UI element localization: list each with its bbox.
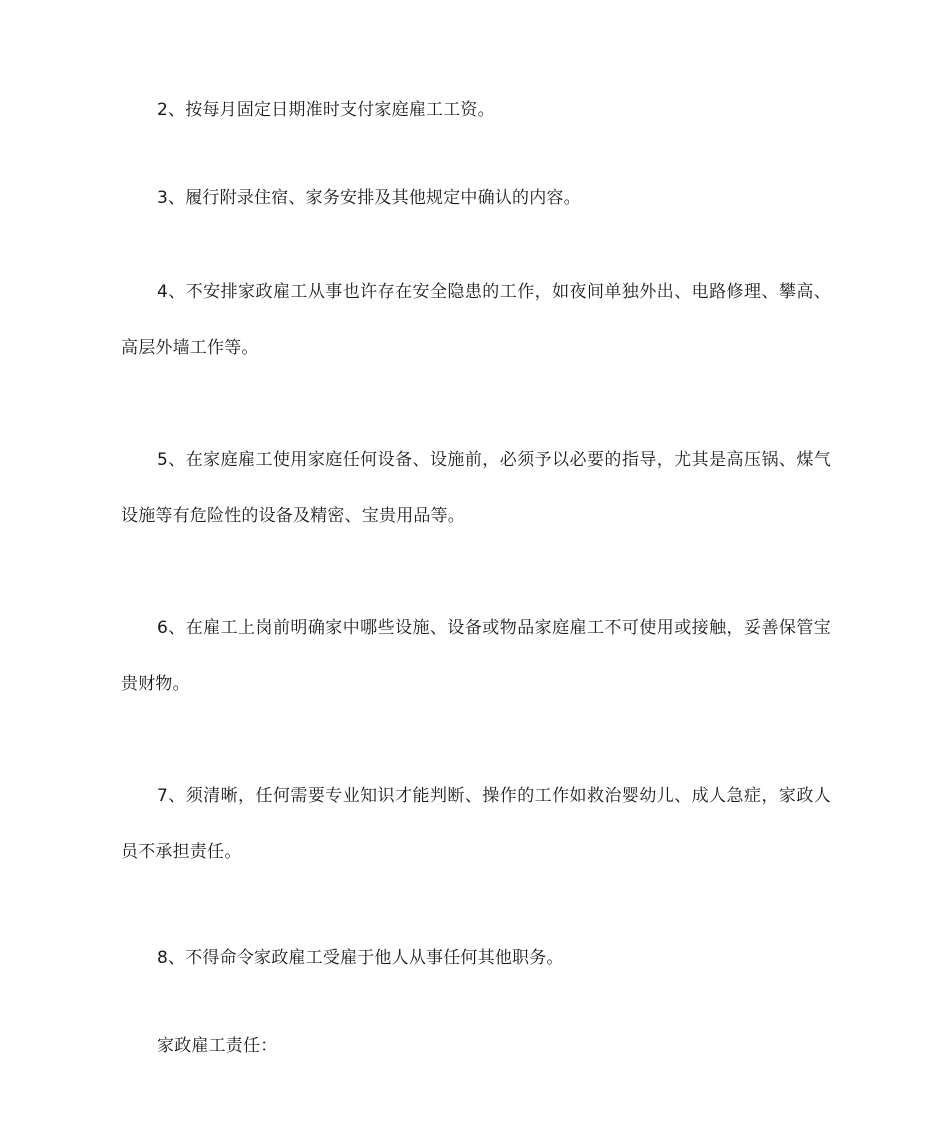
section-heading-worker-responsibilities: 家政雇工责任： xyxy=(157,1036,278,1056)
paragraph-item-2: 2、按每月固定日期准时支付家庭雇工工资。 xyxy=(157,100,495,120)
paragraph-item-4: 4、不安排家政雇工从事也许存在安全隐患的工作，如夜间单独外出、电路修理、攀高、高层外墙工作等。 xyxy=(121,282,831,358)
paragraph-item-6: 6、在雇工上岗前明确家中哪些设施、设备或物品家庭雇工不可使用或接触，妥善保管宝贵财物。 xyxy=(121,618,831,694)
paragraph-item-3: 3、履行附录住宿、家务安排及其他规定中确认的内容。 xyxy=(157,188,581,208)
paragraph-item-8: 8、不得命令家政雇工受雇于他人从事任何其他职务。 xyxy=(157,948,564,968)
document-body xyxy=(121,88,831,1112)
paragraph-item-7: 7、须清晰，任何需要专业知识才能判断、操作的工作如救治婴幼儿、成人急症，家政人员不承担责任。 xyxy=(121,786,831,862)
paragraph-item-5: 5、在家庭雇工使用家庭任何设备、设施前，必须予以必要的指导，尤其是高压锅、煤气设施等有危险性的设备及精密、宝贵用品等。 xyxy=(121,450,831,526)
